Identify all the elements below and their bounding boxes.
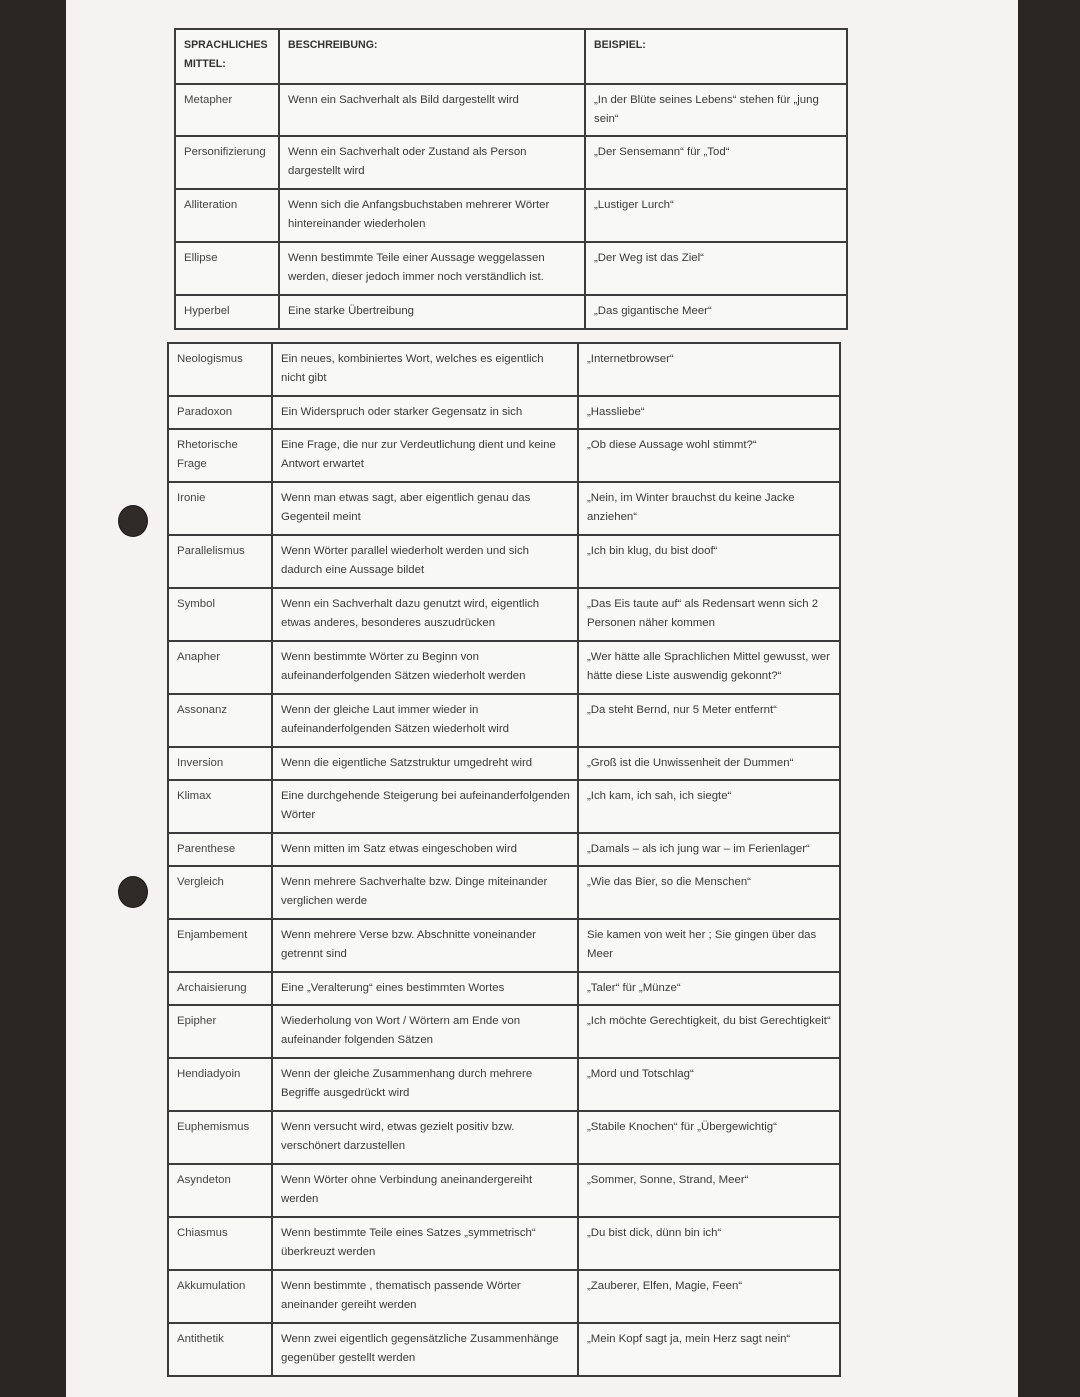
example-cell: „Lustiger Lurch“	[585, 189, 847, 242]
description-cell: Wenn mehrere Verse bzw. Abschnitte voneinander getrennt sind	[272, 919, 578, 972]
example-cell: „Der Weg ist das Ziel“	[585, 242, 847, 295]
description-cell: Eine „Veralterung“ eines bestimmten Wortes	[272, 972, 578, 1005]
table-row	[168, 1005, 840, 1058]
header-cell-device	[175, 29, 279, 84]
table-row	[168, 1270, 840, 1323]
description-cell: Wenn mehrere Sachverhalte bzw. Dinge miteinander verglichen werde	[272, 866, 578, 919]
example-cell: „Ich möchte Gerechtigkeit, du bist Gerechtigkeit“	[578, 1005, 840, 1058]
table-row	[168, 535, 840, 588]
description-cell: Wenn sich die Anfangsbuchstaben mehrerer Wörter hintereinander wiederholen	[279, 189, 585, 242]
stylistic-devices-table-bottom	[167, 342, 841, 1377]
description-cell: Wenn mitten im Satz etwas eingeschoben wird	[272, 833, 578, 866]
description-cell: Wenn der gleiche Zusammenhang durch mehrere Begriffe ausgedrückt wird	[272, 1058, 578, 1111]
term-cell: Neologismus	[168, 343, 272, 396]
term-cell: Parenthese	[168, 833, 272, 866]
term-cell: Inversion	[168, 747, 272, 780]
description-cell: Eine starke Übertreibung	[279, 295, 585, 329]
term-cell: Vergleich	[168, 866, 272, 919]
description-cell: Wenn ein Sachverhalt als Bild dargestellt wird	[279, 84, 585, 136]
example-cell: „Taler“ für „Münze“	[578, 972, 840, 1005]
description-cell: Wiederholung von Wort / Wörtern am Ende von aufeinander folgenden Sätzen	[272, 1005, 578, 1058]
example-cell: „Damals – als ich jung war – im Ferienlager“	[578, 833, 840, 866]
example-cell: „Da steht Bernd, nur 5 Meter entfernt“	[578, 694, 840, 747]
table-row	[168, 866, 840, 919]
description-cell: Wenn bestimmte Wörter zu Beginn von aufeinanderfolgenden Sätzen wiederholt werden	[272, 641, 578, 694]
term-cell: Asyndeton	[168, 1164, 272, 1217]
example-cell: „Du bist dick, dünn bin ich“	[578, 1217, 840, 1270]
punch-hole	[118, 505, 148, 537]
table-row	[175, 136, 847, 189]
term-cell: Personifizierung	[175, 136, 279, 189]
table-row	[168, 972, 840, 1005]
table-row	[168, 482, 840, 535]
term-cell: Metapher	[175, 84, 279, 136]
description-cell: Wenn bestimmte , thematisch passende Wörter aneinander gereiht werden	[272, 1270, 578, 1323]
table-row	[168, 343, 840, 396]
example-cell: „Hassliebe“	[578, 396, 840, 429]
table-row	[175, 189, 847, 242]
term-cell: Hendiadyoin	[168, 1058, 272, 1111]
description-cell: Wenn Wörter parallel wiederholt werden und sich dadurch eine Aussage bildet	[272, 535, 578, 588]
table-row	[168, 747, 840, 780]
example-cell: Sie kamen von weit her ; Sie gingen über das Meer	[578, 919, 840, 972]
term-cell: Chiasmus	[168, 1217, 272, 1270]
example-cell: „Ob diese Aussage wohl stimmt?“	[578, 429, 840, 482]
term-cell: Klimax	[168, 780, 272, 833]
example-cell: „Das gigantische Meer“	[585, 295, 847, 329]
description-cell: Ein Widerspruch oder starker Gegensatz in sich	[272, 396, 578, 429]
punch-hole	[118, 876, 148, 908]
table-row	[168, 641, 840, 694]
term-cell: Alliteration	[175, 189, 279, 242]
header-cell-example: BEISPIEL:	[585, 29, 847, 84]
example-cell: „Ich kam, ich sah, ich siegte“	[578, 780, 840, 833]
term-cell: Symbol	[168, 588, 272, 641]
term-cell: Paradoxon	[168, 396, 272, 429]
description-cell: Wenn ein Sachverhalt oder Zustand als Person dargestellt wird	[279, 136, 585, 189]
term-cell: Euphemismus	[168, 1111, 272, 1164]
example-cell: „Nein, im Winter brauchst du keine Jacke anziehen“	[578, 482, 840, 535]
description-cell: Wenn ein Sachverhalt dazu genutzt wird, eigentlich etwas anderes, besonderes auszudrücken	[272, 588, 578, 641]
example-cell: „Sommer, Sonne, Strand, Meer“	[578, 1164, 840, 1217]
example-cell: „Mord und Totschlag“	[578, 1058, 840, 1111]
stylistic-devices-table-top	[174, 28, 848, 330]
description-cell: Ein neues, kombiniertes Wort, welches es eigentlich nicht gibt	[272, 343, 578, 396]
example-cell: „Wie das Bier, so die Menschen“	[578, 866, 840, 919]
table-row	[168, 1323, 840, 1376]
example-cell: „Das Eis taute auf“ als Redensart wenn sich 2 Personen näher kommen	[578, 588, 840, 641]
term-cell: Rhetorische Frage	[168, 429, 272, 482]
example-cell: „Ich bin klug, du bist doof“	[578, 535, 840, 588]
term-cell: Parallelismus	[168, 535, 272, 588]
table-row	[175, 242, 847, 295]
term-cell: Anapher	[168, 641, 272, 694]
description-cell: Eine Frage, die nur zur Verdeutlichung dient und keine Antwort erwartet	[272, 429, 578, 482]
example-cell: „Mein Kopf sagt ja, mein Herz sagt nein“	[578, 1323, 840, 1376]
description-cell: Wenn Wörter ohne Verbindung aneinandergereiht werden	[272, 1164, 578, 1217]
term-cell: Archaisierung	[168, 972, 272, 1005]
example-cell: „Wer hätte alle Sprachlichen Mittel gewusst, wer hätte diese Liste auswendig gekonnt?“	[578, 641, 840, 694]
table-row	[175, 84, 847, 136]
example-cell: „Der Sensemann“ für „Tod“	[585, 136, 847, 189]
description-cell: Wenn die eigentliche Satzstruktur umgedreht wird	[272, 747, 578, 780]
description-cell: Wenn zwei eigentlich gegensätzliche Zusammenhänge gegenüber gestellt werden	[272, 1323, 578, 1376]
term-cell: Ironie	[168, 482, 272, 535]
table-row	[168, 396, 840, 429]
table-row	[168, 1164, 840, 1217]
term-cell: Ellipse	[175, 242, 279, 295]
header-cell-description: BESCHREIBUNG:	[279, 29, 585, 84]
description-cell: Wenn der gleiche Laut immer wieder in aufeinanderfolgenden Sätzen wiederholt wird	[272, 694, 578, 747]
description-cell: Wenn bestimmte Teile eines Satzes „symmetrisch“ überkreuzt werden	[272, 1217, 578, 1270]
term-cell: Akkumulation	[168, 1270, 272, 1323]
header-device-line2: MITTEL:	[184, 58, 226, 70]
table-row	[168, 780, 840, 833]
description-cell: Wenn versucht wird, etwas gezielt positiv bzw. verschönert darzustellen	[272, 1111, 578, 1164]
table-row	[168, 588, 840, 641]
description-cell: Wenn bestimmte Teile einer Aussage weggelassen werden, dieser jedoch immer noch verständlich ist.	[279, 242, 585, 295]
term-cell: Epipher	[168, 1005, 272, 1058]
table-row	[168, 919, 840, 972]
header-device-line1: SPRACHLICHES	[184, 39, 268, 51]
term-cell: Enjambement	[168, 919, 272, 972]
term-cell: Antithetik	[168, 1323, 272, 1376]
table-row	[168, 833, 840, 866]
term-cell: Assonanz	[168, 694, 272, 747]
description-cell: Wenn man etwas sagt, aber eigentlich genau das Gegenteil meint	[272, 482, 578, 535]
description-cell: Eine durchgehende Steigerung bei aufeinanderfolgenden Wörter	[272, 780, 578, 833]
table-header-row	[175, 29, 847, 84]
example-cell: „Stabile Knochen“ für „Übergewichtig“	[578, 1111, 840, 1164]
table-row	[168, 1217, 840, 1270]
table-row	[175, 295, 847, 329]
table-row	[168, 694, 840, 747]
example-cell: „Internetbrowser“	[578, 343, 840, 396]
table-row	[168, 1058, 840, 1111]
term-cell: Hyperbel	[175, 295, 279, 329]
example-cell: „Groß ist die Unwissenheit der Dummen“	[578, 747, 840, 780]
table-row	[168, 429, 840, 482]
example-cell: „Zauberer, Elfen, Magie, Feen“	[578, 1270, 840, 1323]
example-cell: „In der Blüte seines Lebens“ stehen für „jung sein“	[585, 84, 847, 136]
table-row	[168, 1111, 840, 1164]
